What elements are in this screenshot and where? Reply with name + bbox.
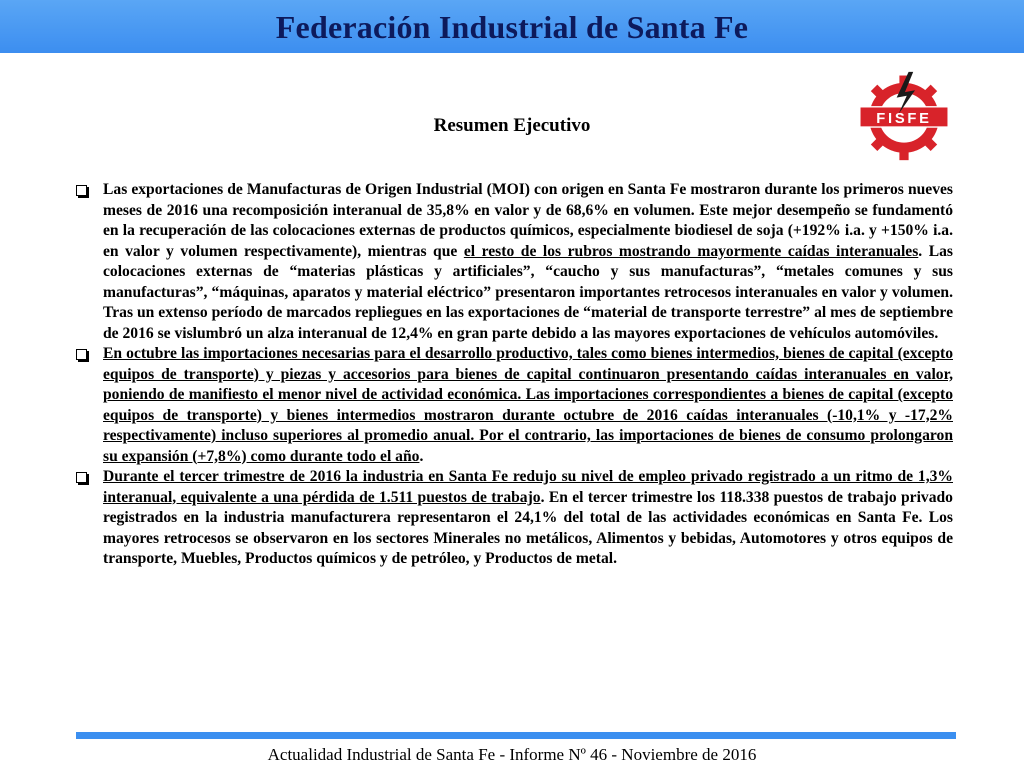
section-title: Resumen Ejecutivo <box>433 115 591 136</box>
item-text: . En el tercer trimestre los 118.338 puestos de trabajo privado registrados en la industria manufacturera representaron el 24,1% del total de las actividades económicas en Santa Fe. Los mayores retrocesos se observaron en los sectores Minerales no metálicos, Alimentos y bebidas, Automotores y otros equipos de transporte, Muebles, Productos químicos y de petróleo, y Productos de metal. <box>103 488 953 567</box>
item-text: . Las colocaciones externas de “materias plásticas y artificiales”, “caucho y sus manufacturas”, “metales comunes y sus manufacturas”, “máquinas, aparatos y material eléctrico” presentaron importantes retrocesos interanuales en valor y volumen. Tras un extenso período de marcados repliegues en las exportaciones de “material de transporte terrestre” al mes de septiembre de 2016 se vislumbró un alza interanual de 12,4% en gran parte debido a las mayores exportaciones de vehículos automóviles. <box>103 242 953 342</box>
item-underlined-text: Durante el tercer trimestre de 2016 la industria en Santa Fe redujo su nivel de empleo privado registrado a un ritmo de 1,3% interanual, equivalente a una pérdida de 1.511 puestos de trabajo <box>103 468 953 506</box>
logo-text: FISFE <box>876 110 932 127</box>
checkbox-bullet-icon <box>76 185 87 196</box>
checkbox-bullet-icon <box>76 349 87 360</box>
list-item <box>76 344 953 467</box>
checkbox-bullet-icon <box>76 472 87 483</box>
item-underlined-text: En octubre las importaciones necesarias para el desarrollo productivo, tales como bienes intermedios, bienes de capital (excepto equipos de transporte) y piezas y accesorios para bienes de capital continuaron presentando caídas interanuales en valor, poniendo de manifiesto el menor nivel de actividad económica. Las importaciones correspondientes a bienes de capital (excepto equipos de transporte) y bienes intermedios mostraron durante octubre de 2016 caídas interanuales (-10,1% y -17,2% respectivamente) incluso superiores al promedio anual. Por el contrario, las importaciones de bienes de consumo prolongaron su expansión (+7,8%) como durante todo el año <box>103 345 953 465</box>
item-text: . <box>419 447 424 465</box>
executive-summary <box>76 180 953 570</box>
page-title: Federación Industrial de Santa Fe <box>275 9 749 45</box>
list-item <box>76 180 953 344</box>
list-item <box>76 467 953 570</box>
footer-text: Actualidad Industrial de Santa Fe - Informe Nº 46 - Noviembre de 2016 <box>267 745 757 764</box>
item-underlined-text: el resto de los rubros mostrando mayormente caídas interanuales <box>463 242 919 260</box>
item-text: Las exportaciones de Manufacturas de Origen Industrial (MOI) con origen en Santa Fe mostraron durante los primeros nueves meses de 2016 una recomposición interanual de 35,8% en valor y de 68,6% en volumen. Este mejor desempeño se fundamentó en la recuperación de las colocaciones externas de productos químicos, especialmente biodiesel de soja (+192% i.a. y +150% i.a. en valor y volumen respectivamente), mientras que <box>103 181 953 260</box>
footer-divider <box>76 732 956 739</box>
